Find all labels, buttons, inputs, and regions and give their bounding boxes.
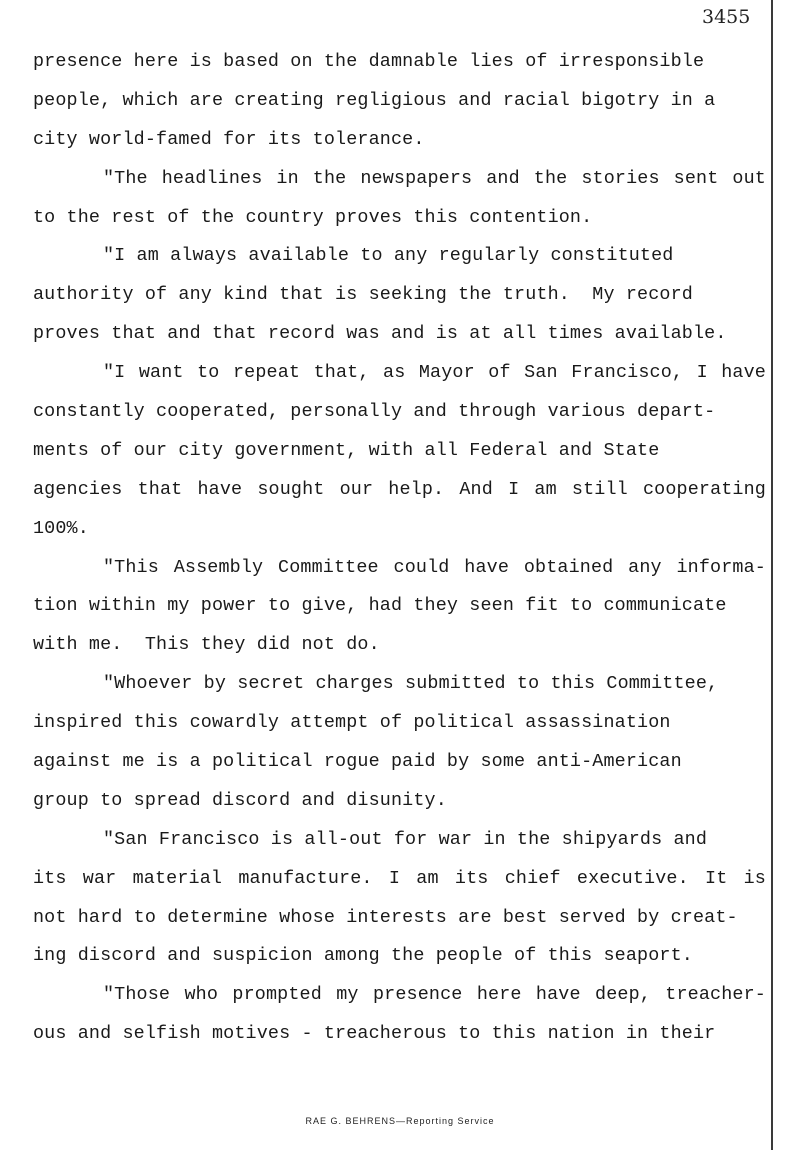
transcript-line: with me. This they did not do. [33, 634, 380, 656]
transcript-line: presence here is based on the damnable lies of irresponsible [33, 51, 705, 72]
transcript-line: to the rest of the country proves this contention. [33, 206, 593, 228]
transcript-line: ous and selfish motives - treacherous to this nation in their [33, 1023, 716, 1045]
transcript-line: "This Assembly Committee could have obtained any informa- [103, 556, 766, 578]
margin-rule [771, 0, 773, 1150]
transcript-line: "The headlines in the newspapers and the stories sent out [103, 167, 766, 189]
transcript-line: people, which are creating regligious and racial bigotry in a [33, 89, 716, 111]
transcript-line: "I want to repeat that, as Mayor of San Francisco, I have [103, 362, 766, 384]
transcript-line: inspired this cowardly attempt of political assassination [33, 712, 671, 734]
transcript-line: "I am always available to any regularly constituted [103, 245, 674, 267]
transcript-line: ing discord and suspicion among the people of this seaport. [33, 945, 693, 967]
transcript-line: "Whoever by secret charges submitted to this Committee, [103, 673, 719, 695]
transcript-line: not hard to determine whose interests are best served by creat- [33, 906, 738, 928]
transcript-line: "San Francisco is all-out for war in the shipyards and [103, 828, 708, 850]
transcript-line: its war material manufacture. I am its chief executive. It is [33, 867, 766, 889]
transcript-line: constantly cooperated, personally and through various depart- [33, 401, 716, 423]
transcript-line: tion within my power to give, had they seen fit to communicate [33, 595, 727, 617]
transcript-line: group to spread discord and disunity. [33, 789, 447, 811]
transcript-line: agencies that have sought our help. And I am still cooperating [33, 478, 766, 500]
transcript-body [0, 43, 770, 1054]
transcript-line: against me is a political rogue paid by some anti-American [33, 751, 682, 773]
transcript-line: ments of our city government, with all Federal and State [33, 439, 660, 461]
transcript-line: authority of any kind that is seeking the truth. My record [33, 284, 693, 306]
reporter-footer: RAE G. BEHRENS—Reporting Service [305, 1116, 495, 1126]
transcript-line: city world-famed for its tolerance. [33, 128, 425, 150]
page-number: 3455 [702, 6, 751, 28]
transcript-line: 100%. [33, 517, 89, 539]
transcript-line: "Those who prompted my presence here have deep, treacher- [103, 984, 766, 1006]
transcript-line: proves that and that record was and is at all times available. [33, 323, 727, 345]
